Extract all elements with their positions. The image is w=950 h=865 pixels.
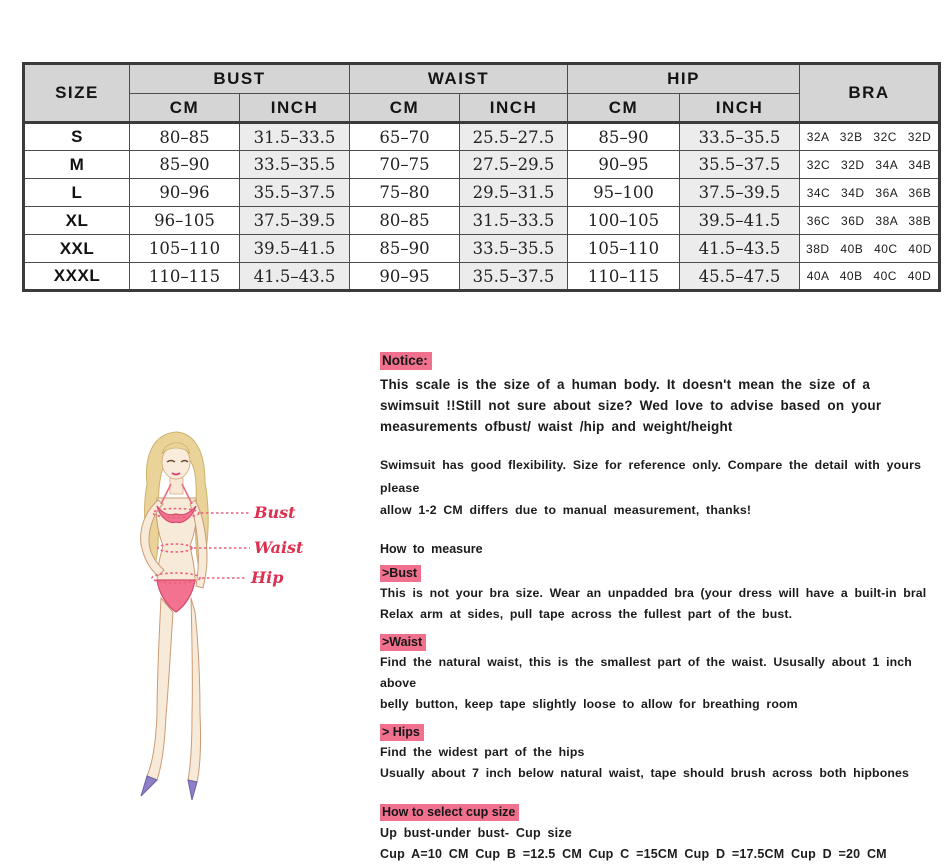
size-value: XXXL bbox=[24, 263, 130, 291]
hip-cm-value: 105–110 bbox=[568, 235, 680, 263]
waist-cm-value: 75–80 bbox=[350, 179, 460, 207]
hip-inch-value: 41.5–43.5 bbox=[680, 235, 800, 263]
bust-cm-value: 80–85 bbox=[130, 123, 240, 151]
bra-value: 40A 40B 40C 40D bbox=[800, 263, 940, 291]
col-header-size: SIZE bbox=[24, 64, 130, 123]
bust-cm-value: 96–105 bbox=[130, 207, 240, 235]
hip-inch-value: 37.5–39.5 bbox=[680, 179, 800, 207]
col-header-hip: HIP bbox=[568, 64, 800, 94]
measurement-figure-section bbox=[95, 418, 365, 823]
bra-value: 38D 40B 40C 40D bbox=[800, 235, 940, 263]
bust-cm-value: 105–110 bbox=[130, 235, 240, 263]
hip-inch-value: 39.5–41.5 bbox=[680, 207, 800, 235]
hip-inch-value: 35.5–37.5 bbox=[680, 151, 800, 179]
bust-inch-value: 33.5–35.5 bbox=[240, 151, 350, 179]
notice-line: measurements ofbust/ waist /hip and weight/height bbox=[380, 419, 733, 434]
cup-size-heading: How to select cup size bbox=[380, 804, 519, 821]
figure-right-shoe bbox=[188, 780, 197, 800]
notice-heading-row bbox=[380, 352, 940, 370]
hip-cm-value: 100–105 bbox=[568, 207, 680, 235]
waist-cm-value: 90–95 bbox=[350, 263, 460, 291]
flexibility-paragraph bbox=[380, 454, 940, 522]
cup-size-line: Up bust-under bust- Cup size bbox=[380, 825, 572, 840]
bust-line: Relax arm at sides, pull tape across the fullest part of the bust. bbox=[380, 606, 793, 621]
size-value: S bbox=[24, 123, 130, 151]
hip-cm-value: 90–95 bbox=[568, 151, 680, 179]
table-row-l bbox=[24, 179, 940, 207]
figure-left-shoe bbox=[141, 776, 157, 796]
bust-cm-value: 110–115 bbox=[130, 263, 240, 291]
waist-heading: >Waist bbox=[380, 634, 426, 651]
waist-inch-value: 31.5–33.5 bbox=[460, 207, 568, 235]
col-header-bra: BRA bbox=[800, 64, 940, 123]
col-header-waist: WAIST bbox=[350, 64, 568, 94]
col-header-waist-cm: CM bbox=[350, 94, 460, 123]
size-value: M bbox=[24, 151, 130, 179]
bust-inch-value: 41.5–43.5 bbox=[240, 263, 350, 291]
col-header-bust: BUST bbox=[130, 64, 350, 94]
hips-heading: > Hips bbox=[380, 724, 424, 741]
notice-line: This scale is the size of a human body. It doesn't mean the size of a bbox=[380, 377, 871, 392]
waist-cm-value: 65–70 bbox=[350, 123, 460, 151]
bust-inch-value: 35.5–37.5 bbox=[240, 179, 350, 207]
measurement-figure-sketch bbox=[95, 418, 365, 823]
bust-cm-value: 90–96 bbox=[130, 179, 240, 207]
cup-size-paragraph bbox=[380, 823, 940, 865]
bra-value: 36C 36D 38A 38B bbox=[800, 207, 940, 235]
cup-size-line: Cup A=10 CM Cup B =12.5 CM Cup C =15CM Cup D =17.5CM Cup D =20 CM bbox=[380, 846, 887, 861]
size-value: XXL bbox=[24, 235, 130, 263]
figure-left-leg bbox=[147, 598, 173, 780]
waist-line: Find the natural waist, this is the smallest part of the waist. Ususally about 1 inch above bbox=[380, 654, 912, 690]
col-header-hip-inch: INCH bbox=[680, 94, 800, 123]
size-table-section bbox=[22, 62, 938, 292]
table-row-xxl bbox=[24, 235, 940, 263]
flexibility-line: Swimsuit has good flexibility. Size for reference only. Compare the detail with yours please bbox=[380, 458, 922, 495]
waist-inch-value: 27.5–29.5 bbox=[460, 151, 568, 179]
bust-inch-value: 31.5–33.5 bbox=[240, 123, 350, 151]
figure-neck bbox=[170, 478, 183, 494]
bust-inch-value: 39.5–41.5 bbox=[240, 235, 350, 263]
bust-label: Bust bbox=[254, 503, 296, 522]
waist-cm-value: 80–85 bbox=[350, 207, 460, 235]
hip-inch-value: 45.5–47.5 bbox=[680, 263, 800, 291]
bust-cm-value: 85–90 bbox=[130, 151, 240, 179]
bra-value: 34C 34D 36A 36B bbox=[800, 179, 940, 207]
hips-paragraph bbox=[380, 742, 940, 784]
hip-cm-value: 85–90 bbox=[568, 123, 680, 151]
bust-inch-value: 37.5–39.5 bbox=[240, 207, 350, 235]
col-header-waist-inch: INCH bbox=[460, 94, 568, 123]
waist-cm-value: 85–90 bbox=[350, 235, 460, 263]
waist-paragraph bbox=[380, 652, 940, 715]
waist-line: belly button, keep tape slightly loose to allow for breathing room bbox=[380, 696, 798, 711]
col-header-bust-inch: INCH bbox=[240, 94, 350, 123]
hips-line: Find the widest part of the hips bbox=[380, 744, 585, 759]
table-row-m bbox=[24, 151, 940, 179]
size-value: L bbox=[24, 179, 130, 207]
bust-heading: >Bust bbox=[380, 565, 421, 582]
table-row-xl bbox=[24, 207, 940, 235]
instructions-section bbox=[380, 352, 940, 865]
waist-heading-row bbox=[380, 634, 940, 651]
waist-label: Waist bbox=[254, 538, 304, 557]
notice-line: swimsuit !!Still not sure about size? Wed love to advise based on your bbox=[380, 398, 882, 413]
bra-value: 32C 32D 34A 34B bbox=[800, 151, 940, 179]
col-header-bust-cm: CM bbox=[130, 94, 240, 123]
waist-inch-value: 33.5–35.5 bbox=[460, 235, 568, 263]
bust-paragraph bbox=[380, 583, 940, 625]
hips-heading-row bbox=[380, 724, 940, 741]
waist-inch-value: 29.5–31.5 bbox=[460, 179, 568, 207]
hip-cm-value: 110–115 bbox=[568, 263, 680, 291]
bust-line: This is not your bra size. Wear an unpadded bra (your dress will have a built-in bral bbox=[380, 585, 927, 600]
bra-value: 32A 32B 32C 32D bbox=[800, 123, 940, 151]
flexibility-line: allow 1-2 CM differs due to manual measurement, thanks! bbox=[380, 503, 752, 517]
how-to-measure-title: How to measure bbox=[380, 541, 483, 556]
col-header-hip-cm: CM bbox=[568, 94, 680, 123]
notice-paragraph bbox=[380, 374, 940, 437]
figure-right-leg bbox=[188, 598, 201, 782]
waist-inch-value: 25.5–27.5 bbox=[460, 123, 568, 151]
table-row-s bbox=[24, 123, 940, 151]
notice-heading: Notice: bbox=[380, 352, 432, 370]
hip-inch-value: 33.5–35.5 bbox=[680, 123, 800, 151]
hips-line: Usually about 7 inch below natural waist, tape should brush across both hipbones bbox=[380, 765, 910, 780]
size-table bbox=[22, 62, 941, 292]
size-value: XL bbox=[24, 207, 130, 235]
bust-heading-row bbox=[380, 565, 940, 582]
table-row-xxxl bbox=[24, 263, 940, 291]
waist-cm-value: 70–75 bbox=[350, 151, 460, 179]
hip-label: Hip bbox=[251, 568, 284, 587]
hip-cm-value: 95–100 bbox=[568, 179, 680, 207]
waist-inch-value: 35.5–37.5 bbox=[460, 263, 568, 291]
cup-size-heading-row bbox=[380, 804, 940, 821]
